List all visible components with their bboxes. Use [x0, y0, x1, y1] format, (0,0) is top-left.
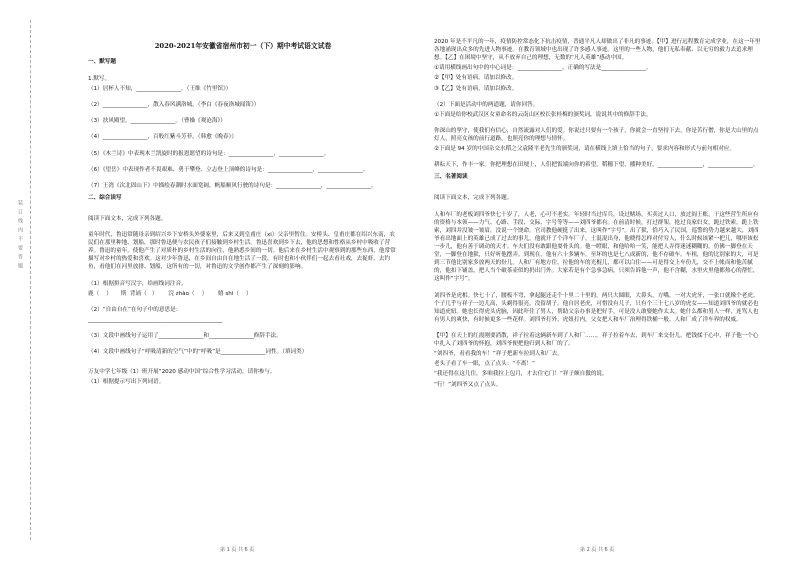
- right-paragraph: 老头子看了车一眼，点了点头：“不离！”: [434, 361, 535, 368]
- right-paragraph: ①请用横线画出句中的中心词是：________________，正确的写法是________________。: [434, 65, 652, 72]
- left-paragraph: 阅读下面文本，完成下列各题。: [88, 215, 167, 222]
- left-column-body: [88, 58, 398, 387]
- page-number-left: 第 1 页 共 6 页: [220, 547, 255, 553]
- right-paragraph: 你深山的坚守，使我们有信心，自然流露对人们的爱。你说过只要有一个孩子，你就会一直坚持下去，你是苦行僧，你是大山里的点灯人，照亮女孩的前行道路，也照亮你的理想与情怀。: [434, 127, 759, 142]
- exam-title: 2020-2021年安徽省宿州市初一（下）期中考试语文试卷: [154, 42, 332, 50]
- right-column: [434, 38, 764, 391]
- left-section-heading: 一、默写题: [88, 58, 116, 65]
- right-paragraph: 【甲】在天上的红霞刚要消散，祥子拉着这辆新车到了人和厂……。祥子拉着车去，到车厂来交份儿。把钱揉于心中，祥子他一个心中扎入了刘四爷的怀抱，刘四爷便把他归到人和厂的了。: [434, 332, 759, 348]
- left-paragraph: （2）“自由自在”在句子中的意思是：: [88, 306, 182, 313]
- right-paragraph: “行！”刘四爷又点了点头。: [434, 381, 502, 388]
- left-paragraph: （1）根据提示写出下列词语。: [88, 379, 165, 386]
- left-paragraph: 鹿（ ） 斯 背诵（ ） 浣 zhào（ ） 嬉 shì（ ）: [88, 290, 252, 297]
- right-paragraph: “刘四爷，看看我的车！”祥子把新车拉到人和厂去。: [434, 351, 563, 358]
- right-spacer: [434, 184, 764, 194]
- right-paragraph: ①下面是给你校武汉区女童命名的云南山区校长张桂梅的颁奖词，说说其中的修辞手法。: [434, 111, 652, 118]
- left-paragraph: （2）________________，散入春风满洛城。（李白《春夜洛城闻笛》）: [88, 102, 260, 109]
- left-paragraph: （5）《木兰诗》中表现木兰凯旋时的报恩愿望的诗句是：________________，________________。: [88, 150, 330, 157]
- right-section-heading: 三、名著阅读: [434, 174, 468, 181]
- left-column: [88, 38, 398, 388]
- left-paragraph: 童年时代，鲁迅常随母亲到绍兴乡下安桥头外婆家里，后来又到皇甫庄（xi）父亲里暂住。安桥头、皇甫庄都在绍兴东南，农民们在那里种地、划船，那时鲁迅便与农民孩子们接触到乡村生活。鲁迅喜欢到乡下去，他的思想和性格从乡村中吸收了营养。鲁迅的童年，使他产生了对质朴的乡村生活的向往，他熟悉乡间的一切。他后来在乡村生活中观察到的那些东西，他常常描写对乡村的热爱和喜欢。这对少年鲁迅，在乡间自由自在地生活了一段，有时也和小伙伴们一起去看社戏，去捉虾、去钓鱼，看他们在河里放排、划船，这所有的一切，对鲁迅的文学创作都产生了深刻的影响。: [88, 232, 396, 271]
- binding-note: 装订线内不要答题: [17, 200, 23, 272]
- right-paragraph: ②【甲】处有语病，请加以修改。: [434, 75, 518, 82]
- left-paragraph: （3）文段中画线句子运用了________________和________________修辞手法。: [88, 333, 282, 340]
- left-paragraph: 1.默写。: [88, 75, 111, 82]
- left-paragraph: （6）《望岳》中表现作者不畏艰难、勇于攀登、立志登上顶峰的诗句是：________________，________________。: [88, 166, 369, 173]
- left-paragraph: （1）根据拼音写汉字，给画线词注音。: [88, 280, 187, 287]
- page-number-right: 第 2 页 共 6 页: [580, 547, 615, 553]
- left-spacer: [88, 205, 398, 215]
- right-paragraph: “我还得在这儿住，多咱我拉上包月，才去住宅门！”祥子颇自傲的说。: [434, 371, 608, 378]
- right-paragraph: ②下面是 94 岁的中国杂交水稻之父袁隆平老先生的颁奖词，请在横线上填上恰当的句子，要求内容和形式与前句相对应。: [434, 146, 735, 153]
- left-paragraph: ________________________________________________: [88, 316, 223, 323]
- left-paragraph: （4）文段中画线句子“呼吸清新的空气”中的“呼吸”是________________词性。（填词类）: [88, 349, 308, 356]
- right-paragraph: 耕耘天下，作丰一家。你把理想在田埂上，人们把饭端向你的希望。稻穗下望，播种美好，________________，________________。: [434, 162, 759, 169]
- left-paragraph: （7）王湾《次北固山下》中描绘春潮时水面宽阔，帆船顺风行驶的诗句是：________________，________________。: [88, 182, 377, 189]
- left-paragraph: 万友中学七年级（1）班开展“2020 感动中国”综合性学习活动，请你参与。: [88, 369, 276, 376]
- right-paragraph: （2）下面是活动中的两道题，请你回答。: [434, 101, 539, 108]
- binding-line: [30, 20, 31, 540]
- left-section-heading: 二、综合读写: [88, 194, 122, 201]
- left-paragraph: （1）居杯人不知，________________。（王维《竹里馆》）: [88, 86, 232, 93]
- right-paragraph: 人和车厂的老板刘四爷快七十岁了，人老，心可不老实。年轻时当过库兵，设过赌场，买卖过人口，放过阎王账。干这些营生所应有的资格与本领——力气、心路、手段、交际、字号等等——刘四爷都有。在前清时候，打过群架，抢过良家妇女，跪过铁索。跪上铁索，刘四并没皱一皱眉，没说一个饶命。官司教他硬挺了出来，这叫作“字号”。出了狱，恰巧入了民国，巡警的势力越来越大，刘四爷看出地面上的英雄已成了过去的事儿，他就开了个洋车厂子。土混混出身，他晓得怎样对付穷人，什么时候该紧一把儿，哪里该松一步儿，他有善于调动的天才。车夫们没有敢跟他耍骨头的。他一瞪眼，和他哈哈一笑，能把人弄得迷迷糊糊的，仿佛一脚登在天堂，一脚登在地狱，只好听他摆弄。到现在，他有六十多辆车，至坏的也是七八成新的，他不存破车。车租，他的比别家的大，可是到三节他比别家多放两天的份儿。人和厂有地方住，拉他的车的光棍儿，都可以白住——可是得交上车份儿，交不上帐而和他苦腻的，他扣下铺盖，把人当个破茶壶似的扔出门外。大家若是有个急事急病，只须告诉他一声，他不含糊，水里火里他都热心的帮忙，这叫作“字号”。: [434, 211, 759, 283]
- left-paragraph: （3）扶风殿望，________________。（曹操《观沧海》）: [88, 118, 226, 125]
- right-paragraph: ③【乙】处有语病，请加以修改。: [434, 85, 518, 92]
- right-paragraph: 2020 年是不平凡的一年，疫情防控常态化下抗击疫情，普通平凡人却做出了非凡的事迹。【甲】进行远程教育完成学业，在这一年里各地涌现出众多的先进人物事迹。在教育领域中也出现了许多感人事迹。这里的一些人物，他们无私奉献、以无穷的毅力去追求理想。【乙】在困境中坚守，从不放弃自己的理想，无数的“凡人英雄”感动中国。: [434, 39, 761, 62]
- left-spacer: [88, 358, 398, 368]
- right-column-body: [434, 38, 764, 389]
- right-paragraph: 刘四爷是虎相。快七十了，腰板不弯，拿起腿还走个十里二十里的。两只大圆眼，大鼻头，方嘴，一对大虎牙，一张口就像个老虎。个子几乎与祥子一边儿高，头剃得很亮，没留胡子。他自居老虎，可惜没有儿子，只有个三十七八岁的虎女——知道刘四爷的就必也知道虎妞。她也长得虎头虎脑，因此吓住了男人，帮助父亲办事是把好手，可是没人敢娶她作太太。她什么都和男人一样，连骂人也有男人的爽快，有时候更多一些花样。刘四爷打外，虎妞打内，父女把人和车厂治理得铁桶一般。人和厂成了洋车界的权威。: [434, 292, 759, 323]
- right-paragraph: 阅读下面文本，完成下列各题。: [434, 195, 513, 202]
- left-paragraph: （4）________________，百般红紫斗芳菲。（韩愈《晚春》）: [88, 134, 237, 141]
